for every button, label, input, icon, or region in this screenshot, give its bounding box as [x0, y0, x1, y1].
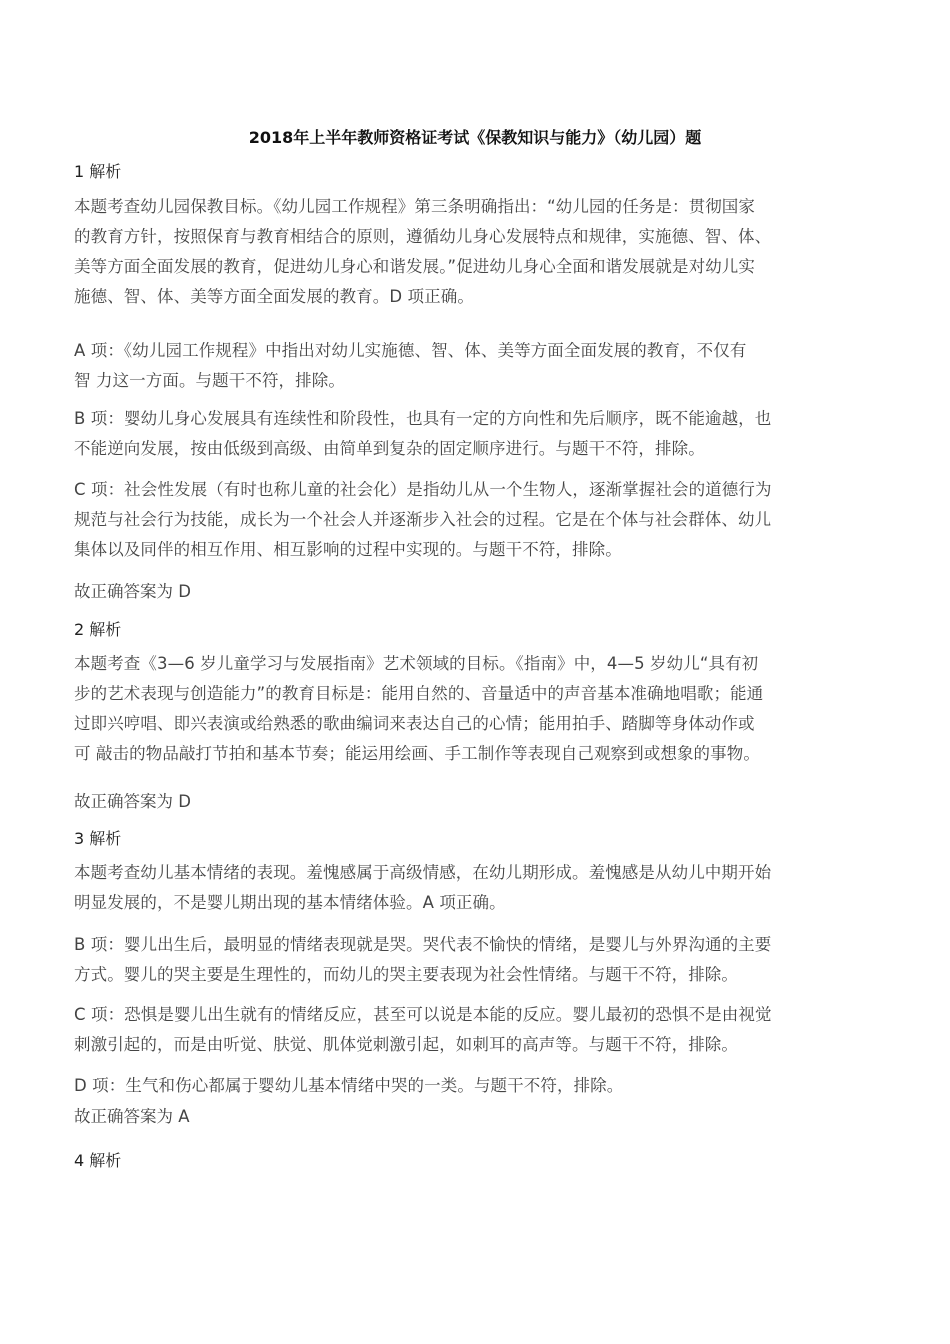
text-line: 的教育方针，按照保育与教育相结合的原则，遵循幼儿身心发展特点和规律，实施德、智、体、: [74, 227, 772, 246]
text-line: 规范与社会行为技能，成长为一个社会人并逐渐步入社会的过程。它是在个体与社会群体、幼儿: [74, 510, 772, 529]
section-2-answer: 故正确答案为 D: [74, 792, 191, 811]
text-line: B 项：婴儿出生后，最明显的情绪表现就是哭。哭代表不愉快的情绪，是婴儿与外界沟通的主要: [74, 935, 772, 954]
text-line: 美等方面全面发展的教育，促进幼儿身心和谐发展。”促进幼儿身心全面和谐发展就是对幼儿实: [74, 257, 755, 276]
text-line: 明显发展的，不是婴儿期出现的基本情绪体验。A 项正确。: [74, 893, 506, 912]
section-3-heading: 3 解析: [74, 829, 122, 848]
text-line: C 项：社会性发展（有时也称儿童的社会化）是指幼儿从一个生物人，逐渐掌握社会的道德行为: [74, 480, 772, 499]
text-line: B 项：婴幼儿身心发展具有连续性和阶段性，也具有一定的方向性和先后顺序，既不能逾越，也: [74, 409, 772, 428]
section-1-answer: 故正确答案为 D: [74, 582, 191, 601]
section-4-heading: 4 解析: [74, 1151, 122, 1170]
section-1-paragraph-2: [74, 336, 880, 396]
section-2-heading: 2 解析: [74, 620, 122, 639]
text-line: 集体以及同伴的相互作用、相互影响的过程中实现的。与题干不符，排除。: [74, 540, 622, 559]
section-3-answer: 故正确答案为 A: [74, 1107, 190, 1126]
section-3-paragraph-1: [74, 858, 880, 918]
text-line: 本题考查幼儿基本情绪的表现。羞愧感属于高级情感，在幼儿期形成。羞愧感是从幼儿中期开始: [74, 863, 772, 882]
section-1-paragraph-3: [74, 404, 880, 464]
section-3-paragraph-3: [74, 1000, 880, 1060]
text-line: C 项：恐惧是婴儿出生就有的情绪反应，甚至可以说是本能的反应。婴儿最初的恐惧不是由视觉: [74, 1005, 772, 1024]
text-line: 方式。婴儿的哭主要是生理性的，而幼儿的哭主要表现为社会性情绪。与题干不符，排除。: [74, 965, 738, 984]
section-1-paragraph-1: [74, 192, 880, 312]
document-title: 2018年上半年教师资格证考试《保教知识与能力》（幼儿园）题: [248, 128, 702, 147]
text-line: 可 敲击的物品敲打节拍和基本节奏；能运用绘画、手工制作等表现自己观察到或想象的事物。: [74, 744, 760, 763]
text-line: 智 力这一方面。与题干不符，排除。: [74, 371, 345, 390]
text-line: 过即兴哼唱、即兴表演或给熟悉的歌曲编词来表达自己的心情；能用拍手、踏脚等身体动作或: [74, 714, 755, 733]
section-3-paragraph-2: [74, 930, 880, 990]
text-line: 本题考查幼儿园保教目标。《幼儿园工作规程》第三条明确指出：“幼儿园的任务是：贯彻国家: [74, 197, 755, 216]
text-line: A 项：《幼儿园工作规程》中指出对幼儿实施德、智、体、美等方面全面发展的教育，不仅有: [74, 341, 747, 360]
text-line: 本题考查《3—6 岁儿童学习与发展指南》艺术领域的目标。《指南》中，4—5 岁幼儿“具有初: [74, 654, 759, 673]
section-3-paragraph-4: [74, 1071, 880, 1101]
text-line: D 项：生气和伤心都属于婴幼儿基本情绪中哭的一类。与题干不符，排除。: [74, 1076, 624, 1095]
text-line: 施德、智、体、美等方面全面发展的教育。D 项正确。: [74, 287, 474, 306]
section-2-paragraph-1: [74, 649, 880, 769]
section-1-heading: 1 解析: [74, 162, 122, 181]
text-line: 不能逆向发展，按由低级到高级、由简单到复杂的固定顺序进行。与题干不符，排除。: [74, 439, 705, 458]
section-1-paragraph-4: [74, 475, 880, 565]
text-line: 刺激引起的，而是由听觉、肤觉、肌体觉刺激引起，如刺耳的高声等。与题干不符，排除。: [74, 1035, 738, 1054]
text-line: 步的艺术表现与创造能力”的教育目标是：能用自然的、音量适中的声音基本准确地唱歌；能通: [74, 684, 764, 703]
